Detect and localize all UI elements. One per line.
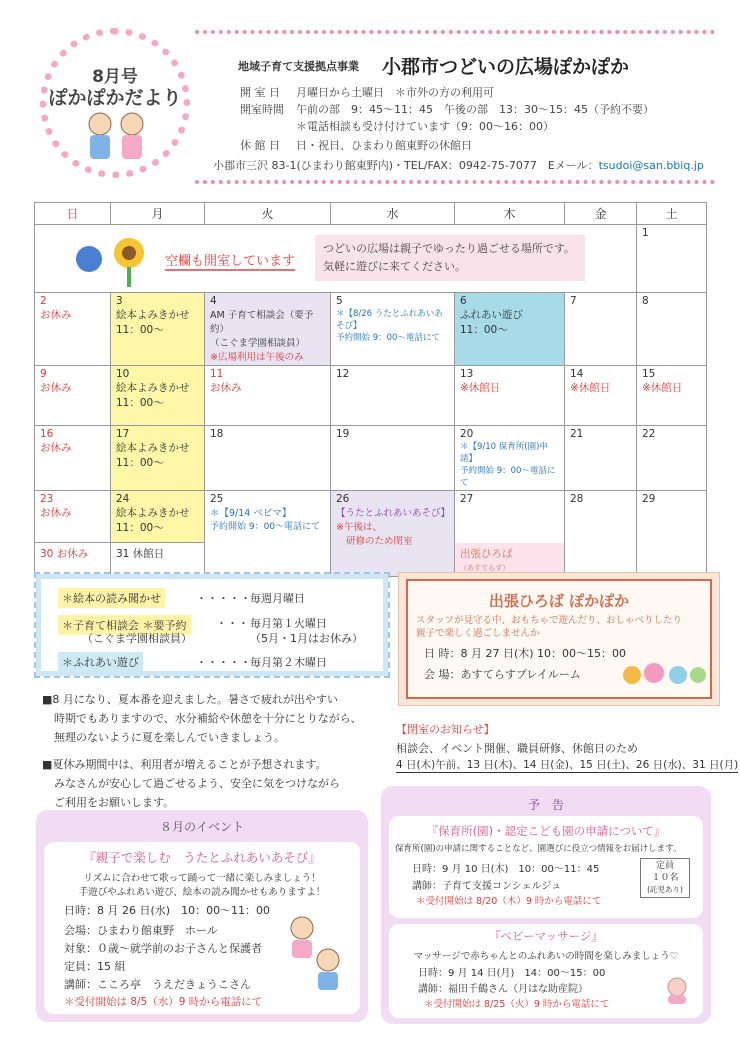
event-title: 『親子で楽しむ うたとふれあいあそび』 [83, 850, 321, 865]
day-13 [455, 366, 565, 426]
day-31-note: 31 休館日 [116, 548, 165, 560]
day-26 [331, 491, 455, 577]
day-note-2: 予約開始 9：00～電話にて [336, 333, 440, 343]
preview-1-date: 日時：9 月 10 日(木) 10：00～11：45 [412, 864, 600, 875]
day-number: 24 [116, 493, 130, 505]
banner-text-1: つどいの広場は親子でゆったり過ごせる場所です。 [323, 242, 576, 255]
outing-title: 出張ひろば ぽかぽか [488, 592, 630, 610]
day-number: 22 [642, 428, 656, 440]
day-7 [565, 293, 637, 366]
weekday-thu: 木 [455, 203, 565, 225]
weekday-header [35, 203, 707, 225]
day-19 [331, 426, 455, 491]
banner-message [315, 235, 585, 281]
newsletter-title: ぽかぽかだより [48, 87, 182, 109]
day-30-note: 30 お休み [40, 548, 89, 560]
note-1-line-1: ■8 月になり、夏本番を迎えました。暑さで疲れが出やすい [42, 693, 338, 706]
day-number: 7 [570, 295, 577, 307]
day-14 [565, 366, 637, 426]
day-note-2: 予約開始 9：00～電話にて [210, 522, 321, 532]
org-name: 小郡市つどいの広場ぽかぽか [382, 56, 630, 78]
outing-date: 日 時：8 月 27 日(木) 10：00～15：00 [424, 647, 627, 660]
calendar [34, 202, 707, 577]
day-note: 絵本よみきかせ [116, 382, 190, 394]
day-note: お休み [40, 309, 72, 321]
day-21 [565, 426, 637, 491]
weekday-fri: 金 [565, 203, 637, 225]
day-number: 18 [210, 428, 224, 440]
contact-line [213, 157, 704, 173]
calendar-banner [35, 225, 637, 293]
day-29 [637, 491, 707, 577]
day-time: 11：00～ [116, 522, 164, 534]
event-target: 対象：０歳～就学前のお子さんと保護者 [64, 942, 262, 955]
day-note-2: （こぐま学園相談員） [210, 338, 306, 349]
closure-line-1: 相談会、イベント開催、職員研修、休館日のため [396, 742, 638, 755]
day-number: 14 [570, 368, 584, 380]
preview-1-desc: 保育所(園)の申請に関することなど、園選びに役立つ情報をお届けします。 [395, 844, 682, 854]
day-note: AM 子育て相談会（要予約） [210, 310, 314, 335]
event-place: 会場：ひまわり館東野 ホール [64, 924, 218, 937]
day-note: ※休館日 [642, 382, 683, 394]
calendar-week-2 [35, 293, 707, 366]
hours: 午前の部 9：45～11：45 午後の部 13：30～15：45（予約不要） [296, 103, 654, 116]
schedule-consult-sub: （こぐま学園相談員） [82, 632, 192, 645]
baby-illustration [660, 975, 694, 1005]
event-heading: ８月のイベント [159, 820, 244, 834]
schedule-play-value: 毎月第２木曜日 [250, 656, 327, 669]
day-note: ※休館日 [570, 382, 611, 394]
weekday-sun: 日 [35, 203, 111, 225]
schedule-dots: ・・・・・ [196, 592, 251, 605]
preview-1-reserve: ＊受付開始は 8/20（木）9 時から電話にて [416, 896, 602, 907]
kids-illustration [72, 108, 162, 164]
calendar-week-1 [35, 225, 707, 293]
day-number: 5 [336, 295, 343, 307]
children-illustration [282, 912, 352, 992]
day-6 [455, 293, 565, 366]
schedule-consult-label: ＊子育て相談会 ＊要予約 [58, 615, 191, 635]
day-number: 15 [642, 368, 656, 380]
day-number: 13 [460, 368, 474, 380]
day-note: お休み [40, 442, 72, 454]
day-time: 11：00～ [116, 457, 164, 469]
event-capacity: 定員：15 組 [64, 960, 126, 973]
event-lecturer: 講師：こころ亭 うえだきょうこさん [64, 978, 251, 991]
capacity-value: １０名 [651, 873, 679, 883]
weekday-sat: 土 [637, 203, 707, 225]
day-16 [35, 426, 111, 491]
phone-note: ＊電話相談も受け付けています（9：00～16：00） [296, 120, 554, 133]
banner-text-2: 気軽に遊びに来てください。 [323, 260, 466, 273]
day-number: 16 [40, 428, 54, 440]
day-5 [331, 293, 455, 366]
day-11 [205, 366, 331, 426]
day-number: 12 [336, 368, 350, 380]
schedule-play-label: ＊ふれあい遊び [58, 652, 143, 672]
day-number: 28 [570, 493, 584, 505]
day-note: 絵本よみきかせ [116, 309, 190, 321]
day-20 [455, 426, 565, 491]
outing-place: （あすてらす） [460, 564, 510, 572]
schedule-reading-label: ＊絵本の読み聞かせ [58, 588, 165, 608]
day-note: ふれあい遊び [460, 309, 523, 321]
day-note: ※休館日 [460, 382, 501, 394]
day-9 [35, 366, 111, 426]
day-note: お休み [210, 382, 242, 394]
issue-label: 8月号 [92, 67, 138, 87]
day-note: ＊【9/10 保育所(園)申請】 [460, 442, 548, 464]
outing-desc-1: スタッフが見守る中、おもちゃで遊んだり、おしゃべりしたり [416, 615, 683, 626]
day-time: 11：00～ [116, 397, 164, 409]
schedule-consult-value-2: （5月・1月はお休み） [250, 632, 363, 645]
closed-days: 日・祝日、ひまわり館東野の休館日 [296, 139, 472, 152]
banner-open-note: 空欄も開室しています [165, 250, 295, 271]
closure-title: 【閉室のお知らせ】 [396, 723, 495, 736]
note-1-line-2: 時期でもありますので、水分補給や休憩を十分にとりながら、 [54, 712, 362, 725]
day-23-30 [35, 491, 111, 577]
note-2-line-2: みなさんが安心して過ごせるよう、安全に気をつけながら [54, 777, 340, 790]
hours-label: 開室時間 [240, 103, 284, 116]
preview-2-date: 日時：9 月 14 日(月) 14：00～15：00 [418, 968, 606, 979]
open-days: 月曜日から土曜日 ＊市外の方の利用可 [296, 86, 494, 99]
preview-1-capacity [640, 858, 690, 898]
schedule-reading-value: 毎週月曜日 [250, 592, 305, 605]
preview-1-title: 『保育所(園)・認定こども園の申請について』 [426, 824, 666, 838]
day-note-3: ※広場利用は午後のみ [210, 352, 304, 363]
day-number: 21 [570, 428, 584, 440]
day-8 [637, 293, 707, 366]
event-desc-1: リズムに合わせて歌って踊って一緒に楽しみましょう！ [83, 873, 321, 884]
day-number: 6 [460, 295, 467, 307]
day-28 [565, 491, 637, 577]
weekday-mon: 月 [111, 203, 205, 225]
calendar-week-3 [35, 366, 707, 426]
note-2-line-3: ご利用をお願いします。 [54, 796, 175, 809]
calendar-week-4 [35, 426, 707, 491]
day-note-2: ※午後は、 [336, 522, 382, 533]
day-note: お休み [40, 507, 72, 519]
capacity-label: 定員 [655, 861, 674, 871]
day-10 [111, 366, 205, 426]
day-number: 19 [336, 428, 350, 440]
capacity-note: (託児あり) [647, 885, 683, 894]
preview-2-desc: マッサージで赤ちゃんとのふれあいの時間を楽しみましょう♡ [413, 951, 679, 962]
email-link[interactable]: tsudoi@san.bbiq.jp [598, 159, 704, 172]
day-number: 1 [642, 227, 649, 239]
weekday-wed: 水 [331, 203, 455, 225]
header-divider-bottom [195, 180, 715, 184]
day-note: 絵本よみきかせ [116, 442, 190, 454]
day-3 [111, 293, 205, 366]
day-17 [111, 426, 205, 491]
day-number: 27 [460, 493, 474, 505]
preview-2-lecturer: 講師：福田千鶴さん（月はな助産院） [418, 984, 588, 995]
day-number: 20 [460, 428, 474, 440]
day-24-31 [111, 491, 205, 577]
day-number: 26 [336, 493, 350, 505]
day-number: 17 [116, 428, 130, 440]
preview-heading: 予 告 [527, 798, 564, 812]
day-number: 9 [40, 368, 47, 380]
day-18 [205, 426, 331, 491]
day-number: 3 [116, 295, 123, 307]
day-note: 【うたとふれあいあそび】 [336, 508, 451, 519]
sunflower-illustration [71, 233, 151, 287]
day-number: 2 [40, 295, 47, 307]
calendar-week-5 [35, 491, 707, 577]
outing-place: 会 場：あすてらすプレイルーム [424, 668, 581, 681]
day-number: 23 [40, 493, 54, 505]
day-27 [455, 491, 565, 577]
day-note-3: 研修のため閉室 [346, 536, 413, 547]
event-date: 日時：8 月 26 日(水) 10：00～11：00 [64, 904, 271, 917]
day-time: 11：00～ [460, 324, 508, 336]
day-note: 絵本よみきかせ [116, 507, 190, 519]
event-reserve: ＊受付開始は 8/5（水）9 時から電話にて [64, 996, 263, 1008]
day-25 [205, 491, 331, 577]
header-divider-top [195, 30, 715, 34]
preview-2-title: 『ベビーマッサージ』 [489, 929, 603, 943]
day-number: 29 [642, 493, 656, 505]
day-22 [637, 426, 707, 491]
outing-desc-2: 親子で楽しく過ごしませんか [416, 628, 540, 639]
summer-notes [42, 690, 362, 812]
event-desc-2: 手遊びやふれあい遊び、絵本の読み聞かせもありますよ！ [78, 887, 326, 898]
day-4 [205, 293, 331, 366]
day-1 [637, 225, 707, 293]
note-1-line-3: 無理のないように夏を楽しんでいきましょう。 [54, 731, 285, 744]
org-program: 地域子育て支援拠点事業 [238, 60, 359, 73]
schedule-dots: ・・・・・ [196, 656, 251, 669]
day-15 [637, 366, 707, 426]
address: 小郡市三沢 83-1(ひまわり館東野内)・TEL/FAX：0942-75-7077 Eメール： [213, 159, 599, 172]
day-number: 4 [210, 295, 217, 307]
day-note: ＊【9/14 ベビマ】 [210, 508, 292, 519]
closed-label: 休 館 日 [240, 139, 280, 152]
day-note: お休み [40, 382, 72, 394]
schedule-consult-value: 毎月第１火曜日 [250, 617, 327, 630]
day-number: 8 [642, 295, 649, 307]
closure-dates: 4 日(木)午前、13 日(木)、14 日(金)、15 日(土)、26 日(水)、31 日(月) [396, 759, 739, 771]
day-number: 11 [210, 368, 224, 380]
preview-1-lecturer: 講師：子育て支援コンシェルジュ [412, 881, 562, 892]
day-note: ＊【8/26 うたとふれあいあそび】 [336, 309, 443, 331]
day-note-2: 予約開始 9：00～電話にて [460, 466, 556, 488]
day-12 [331, 366, 455, 426]
day-number: 10 [116, 368, 130, 380]
preview-2-reserve: ＊受付開始は 8/25（火）9 時から電話にて [424, 999, 610, 1010]
schedule-dots: ・・・ [216, 617, 249, 630]
day-time: 11：00～ [116, 324, 164, 336]
outing-label: 出張ひろば [460, 548, 513, 560]
note-2-line-1: ■夏休み期間中は、利用者が増えることが予想されます。 [42, 758, 327, 771]
weekday-tue: 火 [205, 203, 331, 225]
open-days-label: 開 室 日 [240, 86, 280, 99]
day-2 [35, 293, 111, 366]
day-number: 25 [210, 493, 224, 505]
animals-illustration [620, 657, 708, 689]
